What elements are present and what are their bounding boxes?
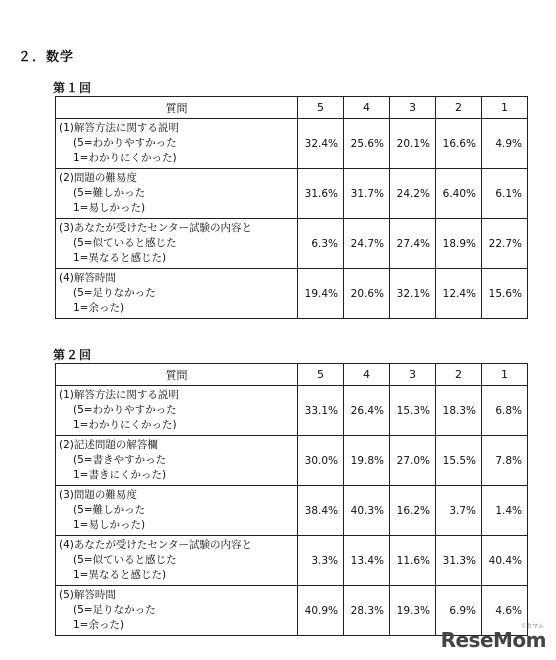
value-cell-score-5: 40.9%: [298, 586, 344, 636]
question-scale-note: 1=異なると感じた): [73, 252, 167, 264]
value-cell-score-2: 3.7%: [436, 486, 482, 536]
question-scale-note: 1=異なると感じた): [73, 569, 167, 581]
question-scale-note: (5=足りなかった: [73, 604, 156, 616]
question-cell: [56, 219, 298, 269]
question-title: (5)解答時間: [59, 589, 116, 601]
value-cell-score-4: 19.8%: [344, 436, 390, 486]
value-cell-score-3: 15.3%: [390, 386, 436, 436]
value-cell-score-4: 31.7%: [344, 169, 390, 219]
value-cell-score-5: 6.3%: [298, 219, 344, 269]
value-cell-score-3: 27.4%: [390, 219, 436, 269]
header-score-3: 3: [390, 97, 436, 119]
question-scale-note: (5=難しかった: [73, 504, 146, 516]
round1-table: [55, 96, 528, 319]
header-score-1: 1: [482, 364, 528, 386]
question-scale-note: (5=わかりやすかった: [73, 137, 177, 149]
value-cell-score-5: 3.3%: [298, 536, 344, 586]
round2-table: [55, 363, 528, 636]
value-cell-score-3: 16.2%: [390, 486, 436, 536]
value-cell-score-5: 33.1%: [298, 386, 344, 436]
section-title: ２．数学: [18, 50, 75, 65]
question-title: (2)記述問題の解答欄: [59, 439, 158, 451]
header-score-4: 4: [344, 97, 390, 119]
table-row: [56, 169, 528, 219]
question-scale-note: (5=似ていると感じた: [73, 554, 177, 566]
question-scale-note: (5=似ていると感じた: [73, 237, 177, 249]
logo-subtext: リセマム: [520, 623, 544, 630]
question-scale-note: (5=書きやすかった: [73, 454, 167, 466]
header-row: [56, 364, 528, 386]
question-title: (3)問題の難易度: [59, 489, 137, 501]
value-cell-score-3: 11.6%: [390, 536, 436, 586]
header-score-1: 1: [482, 97, 528, 119]
value-cell-score-4: 26.4%: [344, 386, 390, 436]
question-title: (4)解答時間: [59, 272, 116, 284]
value-cell-score-4: 25.6%: [344, 119, 390, 169]
question-scale-note: (5=わかりやすかった: [73, 404, 177, 416]
question-scale-note: 1=易しかった): [73, 202, 146, 214]
header-question: 質問: [56, 364, 298, 386]
question-scale-note: 1=わかりにくかった): [73, 419, 177, 431]
value-cell-score-3: 32.1%: [390, 269, 436, 319]
value-cell-score-2: 15.5%: [436, 436, 482, 486]
question-scale-note: (5=足りなかった: [73, 287, 156, 299]
value-cell-score-2: 6.9%: [436, 586, 482, 636]
value-cell-score-4: 28.3%: [344, 586, 390, 636]
value-cell-score-1: 22.7%: [482, 219, 528, 269]
header-score-5: 5: [298, 97, 344, 119]
value-cell-score-3: 24.2%: [390, 169, 436, 219]
question-cell: [56, 436, 298, 486]
value-cell-score-1: 6.8%: [482, 386, 528, 436]
value-cell-score-5: 19.4%: [298, 269, 344, 319]
table-row: [56, 386, 528, 436]
value-cell-score-2: 6.40%: [436, 169, 482, 219]
table-row: [56, 436, 528, 486]
header-score-4: 4: [344, 364, 390, 386]
question-scale-note: 1=余った): [73, 619, 125, 631]
value-cell-score-1: 7.8%: [482, 436, 528, 486]
header-score-5: 5: [298, 364, 344, 386]
header-row: [56, 97, 528, 119]
header-score-2: 2: [436, 97, 482, 119]
question-scale-note: 1=余った): [73, 302, 125, 314]
value-cell-score-2: 31.3%: [436, 536, 482, 586]
question-title: (2)問題の難易度: [59, 172, 137, 184]
table-row: [56, 269, 528, 319]
value-cell-score-1: 4.9%: [482, 119, 528, 169]
value-cell-score-5: 38.4%: [298, 486, 344, 536]
question-cell: [56, 386, 298, 436]
logo-text: ReseMom: [440, 628, 546, 652]
value-cell-score-4: 24.7%: [344, 219, 390, 269]
question-scale-note: 1=書きにくかった): [73, 469, 167, 481]
question-title: (1)解答方法に関する説明: [59, 122, 179, 134]
question-cell: [56, 119, 298, 169]
value-cell-score-2: 18.9%: [436, 219, 482, 269]
value-cell-score-4: 20.6%: [344, 269, 390, 319]
round1-title: 第１回: [53, 81, 93, 95]
question-cell: [56, 536, 298, 586]
header-question: 質問: [56, 97, 298, 119]
value-cell-score-3: 27.0%: [390, 436, 436, 486]
header-score-3: 3: [390, 364, 436, 386]
value-cell-score-5: 30.0%: [298, 436, 344, 486]
value-cell-score-5: 32.4%: [298, 119, 344, 169]
value-cell-score-3: 20.1%: [390, 119, 436, 169]
question-scale-note: 1=易しかった): [73, 519, 146, 531]
question-scale-note: 1=わかりにくかった): [73, 152, 177, 164]
table-row: [56, 119, 528, 169]
header-score-2: 2: [436, 364, 482, 386]
value-cell-score-3: 19.3%: [390, 586, 436, 636]
value-cell-score-2: 12.4%: [436, 269, 482, 319]
value-cell-score-2: 18.3%: [436, 386, 482, 436]
value-cell-score-1: 4.6%: [482, 586, 528, 636]
table-row: [56, 486, 528, 536]
question-title: (4)あなたが受けたセンター試験の内容と: [59, 539, 252, 551]
question-cell: [56, 486, 298, 536]
question-title: (3)あなたが受けたセンター試験の内容と: [59, 222, 252, 234]
table-row: [56, 536, 528, 586]
question-title: (1)解答方法に関する説明: [59, 389, 179, 401]
value-cell-score-5: 31.6%: [298, 169, 344, 219]
value-cell-score-1: 40.4%: [482, 536, 528, 586]
resemom-logo: [440, 623, 546, 652]
table-row: [56, 219, 528, 269]
value-cell-score-1: 1.4%: [482, 486, 528, 536]
value-cell-score-4: 40.3%: [344, 486, 390, 536]
question-cell: [56, 586, 298, 636]
question-cell: [56, 169, 298, 219]
value-cell-score-1: 15.6%: [482, 269, 528, 319]
value-cell-score-1: 6.1%: [482, 169, 528, 219]
round2-title: 第２回: [53, 348, 93, 362]
value-cell-score-4: 13.4%: [344, 536, 390, 586]
question-cell: [56, 269, 298, 319]
question-scale-note: (5=難しかった: [73, 187, 146, 199]
value-cell-score-2: 16.6%: [436, 119, 482, 169]
